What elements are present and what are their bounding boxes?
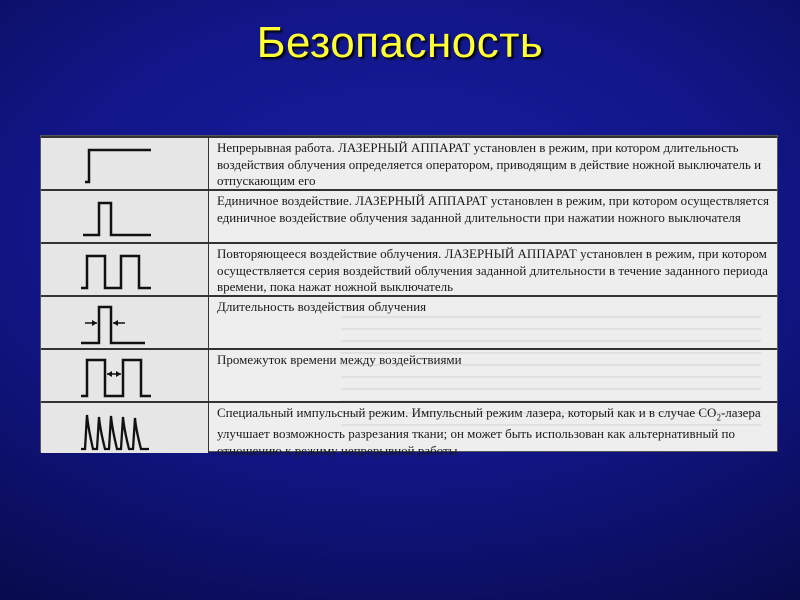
single-pulse-icon (75, 195, 165, 240)
row-text: Промежуток времени между воздействиями (217, 352, 462, 367)
row-text: Непрерывная работа. ЛАЗЕРНЫЙ АППАРАТ установлен в режим, при котором длительность воздействия облучения определяется оператором, приводящим в действие ножной выключатель и отпускающим его (217, 140, 762, 188)
table-row (41, 295, 777, 348)
row-text: Единичное воздействие. ЛАЗЕРНЫЙ АППАРАТ установлен в режим, при котором осуществляется единичное воздействие облучения заданной длительности при нажатии ножного выключателя (217, 193, 769, 225)
icon-cell (41, 138, 209, 189)
table-row (41, 348, 777, 401)
icon-cell (41, 244, 209, 295)
pulse-interval-icon (75, 354, 165, 399)
superpulse-mode-icon (75, 407, 165, 452)
icon-cell (41, 403, 209, 453)
laser-modes-table (40, 135, 778, 458)
row-text: Повторяющееся воздействие облучения. ЛАЗЕРНЫЙ АППАРАТ установлен в режим, при котором осуществляется серия воздействий облучения заданной длительности в течение заданного периода времени, пока нажат ножной выключатель (217, 246, 768, 294)
pulse-duration-icon (75, 301, 165, 346)
co2-subscript: 2 (716, 412, 721, 423)
slide-title: Безопасность (256, 18, 544, 67)
table-row (41, 242, 777, 295)
table-row (41, 136, 777, 189)
icon-cell (41, 297, 209, 348)
repeated-pulse-icon (75, 248, 165, 293)
continuous-wave-icon (75, 142, 165, 187)
table-row (41, 189, 777, 242)
row-text (217, 405, 771, 459)
icon-cell (41, 350, 209, 401)
icon-cell (41, 191, 209, 242)
row-text: Длительность воздействия облучения (217, 299, 427, 314)
table-row (41, 401, 777, 458)
row-text-part: -лазера улучшает возможность разрезания ткани; он может быть использован как альтернативный по отношению к режиму непрерывной работы (217, 405, 761, 458)
row-text-part: Специальный импульсный режим. Импульсный режим лазера, который как и в случае CO (217, 405, 717, 420)
